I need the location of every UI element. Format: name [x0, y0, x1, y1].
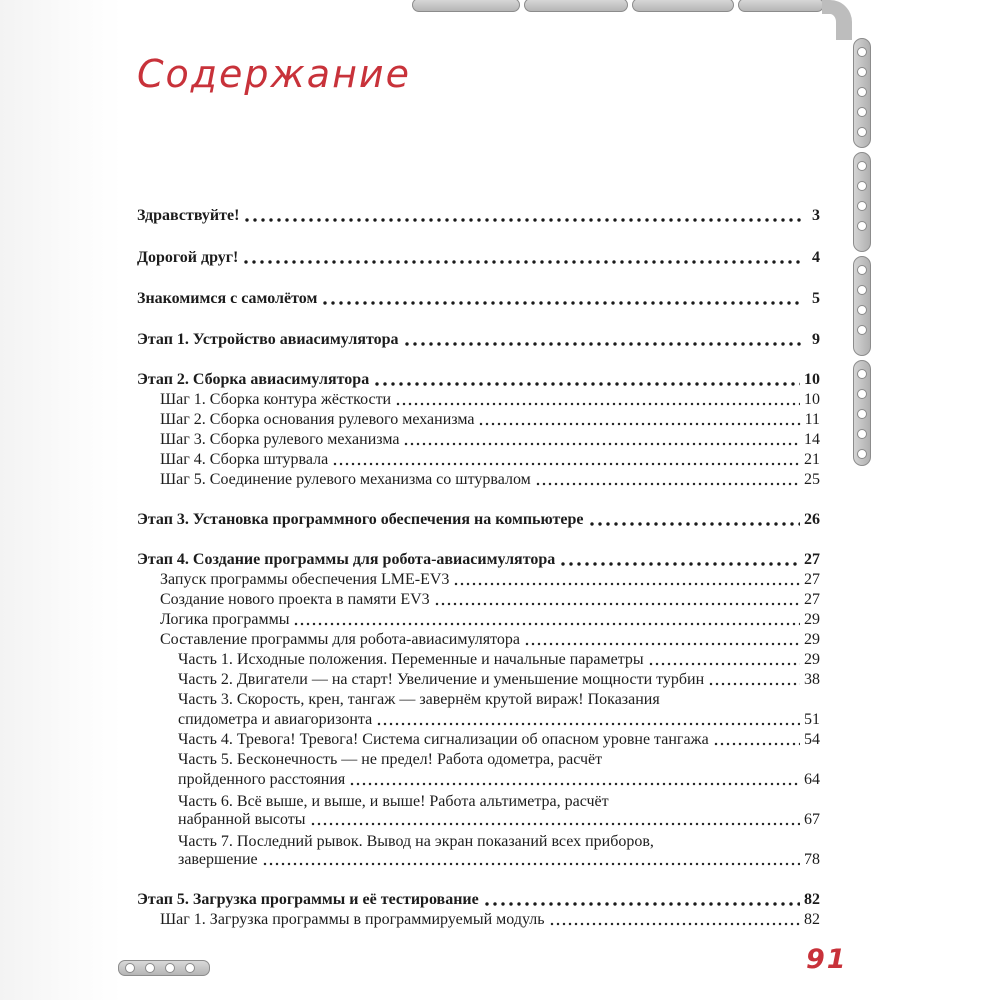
toc-entry[interactable] [160, 590, 820, 610]
toc-entry[interactable] [137, 289, 820, 309]
toc-entry-title: Здравствуйте! [137, 207, 240, 224]
toc-entry[interactable] [137, 248, 820, 268]
toc-entry[interactable] [160, 450, 820, 470]
toc-entry-page: 4 [812, 249, 820, 266]
toc-entry-title: Знакомимся с самолётом [137, 290, 318, 307]
toc-entry-title: Этап 5. Загрузка программы и её тестирование [137, 891, 479, 908]
toc-entry-title: Этап 4. Создание программы для робота-авиасимулятора [137, 551, 556, 568]
toc-entry-page: 38 [804, 671, 820, 688]
toc-entry-title: Шаг 2. Сборка основания рулевого механизма [160, 411, 475, 428]
toc-entry-title: Часть 1. Исходные положения. Переменные и начальные параметры [178, 651, 644, 668]
toc-entry-title: Шаг 5. Соединение рулевого механизма со штурвалом [160, 471, 531, 488]
toc-entry[interactable] [137, 330, 820, 350]
toc-entry-title: набранной высоты [178, 811, 306, 828]
toc-entry-page: 5 [812, 290, 820, 307]
toc-entry-page: 27 [804, 551, 820, 568]
page-shadow [0, 0, 122, 1000]
toc-entry-page: 29 [804, 611, 820, 628]
toc-entry-title: Составление программы для робота-авиасимулятора [160, 631, 521, 648]
toc-entry[interactable] [160, 630, 820, 650]
toc-entry[interactable] [160, 570, 820, 590]
toc-entry-page: 82 [804, 891, 820, 908]
toc-entry-title: Часть 4. Тревога! Тревога! Система сигнализации об опасном уровне тангажа [178, 731, 709, 748]
page-title: Содержание [137, 52, 411, 96]
toc-entry-title-line[interactable]: Часть 5. Бесконечность — не предел! Работа одометра, расчёт [178, 751, 603, 768]
toc-entry-title-line[interactable]: Часть 7. Последний рывок. Вывод на экран показаний всех приборов, [178, 833, 654, 850]
toc-entry[interactable] [137, 550, 820, 570]
toc-entry-title: Шаг 1. Загрузка программы в программируемый модуль [160, 911, 545, 928]
toc-entry-page: 9 [812, 331, 820, 348]
toc-entry[interactable] [160, 610, 820, 630]
toc-entry[interactable] [178, 730, 820, 750]
toc-entry-title: Этап 3. Установка программного обеспечения на компьютере [137, 511, 584, 528]
toc-entry[interactable] [178, 710, 820, 730]
toc-entry-page: 11 [804, 411, 820, 428]
toc-entry-title: спидометра и авиагоризонта [178, 711, 373, 728]
toc-entry[interactable] [137, 510, 820, 530]
toc-entry[interactable] [137, 206, 820, 226]
toc-entry-title: Дорогой друг! [137, 249, 239, 266]
toc-entry[interactable] [178, 770, 820, 790]
toc-entry-page: 26 [804, 511, 820, 528]
toc-entry-title: Шаг 1. Сборка контура жёсткости [160, 391, 392, 408]
toc-entry-page: 51 [804, 711, 820, 728]
toc-entry-title: Этап 2. Сборка авиасимулятора [137, 371, 370, 388]
toc-entry-page: 67 [804, 811, 820, 828]
toc-entry-page: 29 [804, 631, 820, 648]
toc-entry[interactable] [178, 670, 820, 690]
toc-entry[interactable] [160, 390, 820, 410]
toc-entry-title: Запуск программы обеспечения LME-EV3 [160, 571, 450, 588]
toc-entry-page: 27 [804, 571, 820, 588]
toc-entry-page: 27 [804, 591, 820, 608]
toc-entry-page: 21 [804, 451, 820, 468]
toc-entry-page: 82 [804, 911, 820, 928]
toc-entry[interactable] [160, 910, 820, 930]
toc-entry[interactable] [137, 890, 820, 910]
toc-entry-page: 14 [804, 431, 820, 448]
toc-entry-title: Шаг 3. Сборка рулевого механизма [160, 431, 400, 448]
toc-entry-title: Логика программы [160, 611, 290, 628]
toc-entry-title: пройденного расстояния [178, 771, 346, 788]
toc-entry[interactable] [137, 370, 820, 390]
toc-entry-title: завершение [178, 851, 258, 868]
toc-entry-page: 10 [804, 391, 820, 408]
toc-entry-page: 25 [804, 471, 820, 488]
toc-entry[interactable] [160, 430, 820, 450]
toc-entry-title-line[interactable]: Часть 3. Скорость, крен, тангаж — завернём крутой вираж! Показания [178, 691, 660, 708]
toc-entry[interactable] [160, 470, 820, 490]
toc-entry-title: Часть 2. Двигатели — на старт! Увеличение и уменьшение мощности турбин [178, 671, 705, 688]
toc-entry-page: 10 [804, 371, 820, 388]
toc-entry[interactable] [178, 650, 820, 670]
toc-entry-title: Этап 1. Устройство авиасимулятора [137, 331, 399, 348]
toc-entry[interactable] [178, 850, 820, 870]
toc-entry-page: 54 [804, 731, 820, 748]
toc-entry-page: 29 [804, 651, 820, 668]
toc-entry-page: 64 [804, 771, 820, 788]
toc-entry-title: Шаг 4. Сборка штурвала [160, 451, 329, 468]
toc-entry-title-line[interactable]: Часть 6. Всё выше, и выше, и выше! Работа альтиметра, расчёт [178, 793, 609, 810]
toc-entry-page: 3 [812, 207, 820, 224]
toc-entry-title: Создание нового проекта в памяти EV3 [160, 591, 430, 608]
page-number: 91 [806, 944, 848, 975]
toc-entry[interactable] [160, 410, 820, 430]
toc-entry[interactable] [178, 810, 820, 830]
toc-entry-page: 78 [804, 851, 820, 868]
